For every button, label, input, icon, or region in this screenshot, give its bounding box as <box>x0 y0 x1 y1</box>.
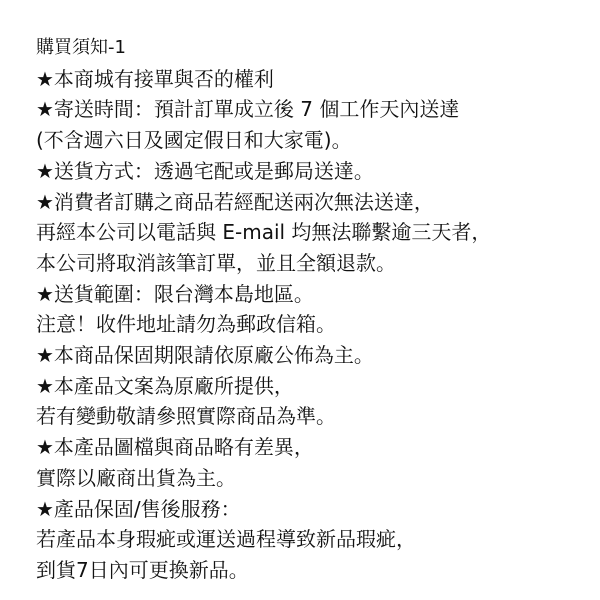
notice-line-order-rights: ★本商城有接單與否的權利 <box>36 66 274 91</box>
notice-line-after-sales: ★產品保固/售後服務： <box>36 496 241 521</box>
notice-line-copy-changes: 若有變動敬請參照實際商品為準。 <box>36 404 336 429</box>
notice-line-defect: 若產品本身瑕疵或運送過程導致新品瑕疵， <box>36 527 416 552</box>
notice-line-delivery-method: ★送貨方式：透過宅配或是郵局送達。 <box>36 158 374 183</box>
notice-title: 購買須知-1 <box>36 37 126 58</box>
notice-line-delivery-time: ★寄送時間：預計訂單成立後 7 個工作天內送達 <box>36 97 460 122</box>
notice-line-no-po-box: 注意！收件地址請勿為郵政信箱。 <box>36 312 336 337</box>
notice-line-failed-delivery: ★消費者訂購之商品若經配送兩次無法送達， <box>36 189 434 214</box>
notice-line-warranty-period: ★本商品保固期限請依原廠公佈為主。 <box>36 343 374 368</box>
notice-line-delivery-time-note: (不含週六日及國定假日和大家電)。 <box>36 128 352 153</box>
purchase-notice <box>36 33 596 586</box>
notice-line-exchange: 到貨7日內可更換新品。 <box>36 557 249 582</box>
notice-line-cancel-refund: 本公司將取消該筆訂單，並且全額退款。 <box>36 250 396 275</box>
notice-line-delivery-area: ★送貨範圍：限台灣本島地區。 <box>36 281 314 306</box>
notice-line-failed-contact: 再經本公司以電話與 E-mail 均無法聯繫逾三天者， <box>36 220 492 245</box>
notice-line-image-difference: ★本產品圖檔與商品略有差異， <box>36 435 314 460</box>
notice-line-actual-shipment: 實際以廠商出貨為主。 <box>36 465 236 490</box>
notice-line-copy-source: ★本產品文案為原廠所提供， <box>36 373 294 398</box>
